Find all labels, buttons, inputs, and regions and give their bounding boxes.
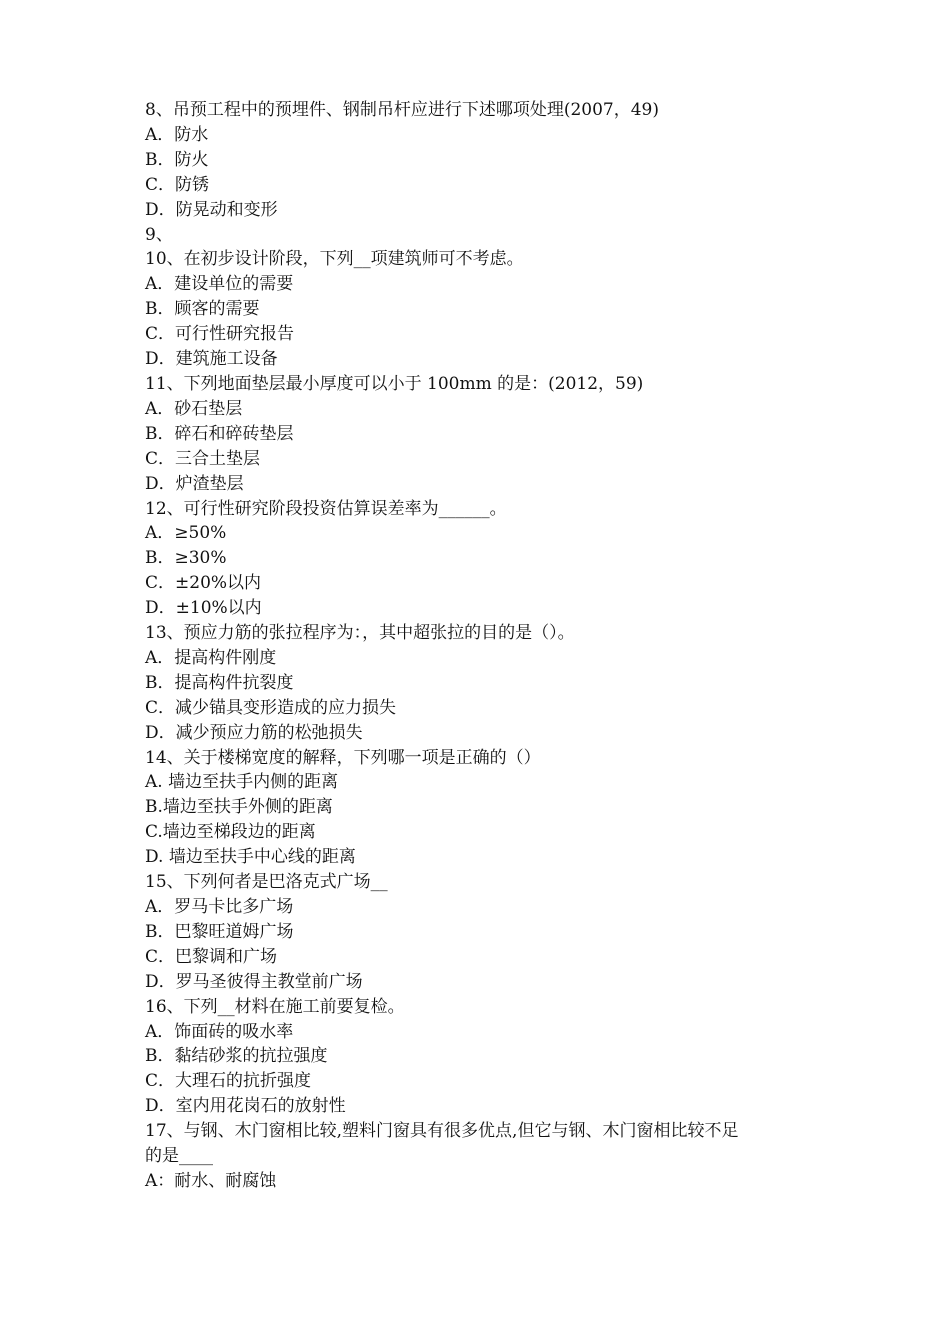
option-a: A．砂石垫层 [145,398,243,419]
option-d: D. 墙边至扶手中心线的距离 [145,847,356,868]
option-b: B．碎石和碎砖垫层 [145,423,294,444]
question-9-text: 9、 [145,224,173,245]
option-c: C．三合土垫层 [145,448,261,469]
option-d: D．建筑施工设备 [145,349,278,370]
question-17-text: 17、与钢、木门窗相比较,塑料门窗具有很多优点,但它与钢、木门窗相比较不足 [145,1121,739,1142]
question-15-text: 15、下列何者是巴洛克式广场__ [145,872,388,893]
option-a: A．建设单位的需要 [145,274,294,295]
question-13-text: 13、预应力筋的张拉程序为：，其中超张拉的目的是（）。 [145,623,575,644]
question-10-text: 10、在初步设计阶段，下列__项建筑师可不考虑。 [145,249,524,270]
option-d: D．减少预应力筋的松弛损失 [145,722,363,743]
option-d: D．室内用花岗石的放射性 [145,1096,346,1117]
option-c: C．可行性研究报告 [145,324,295,345]
option-b: B．防火 [145,149,209,170]
option-b: B．黏结砂浆的抗拉强度 [145,1046,328,1067]
question-14-text: 14、关于楼梯宽度的解释，下列哪一项是正确的（） [145,747,541,768]
option-d: D．±10%以内 [145,598,262,619]
question-list [145,98,815,1194]
option-a: A．防水 [145,124,209,145]
question-12-text: 12、可行性研究阶段投资估算误差率为______。 [145,498,507,519]
option-c: C．防锈 [145,174,210,195]
option-a: A：耐水、耐腐蚀 [145,1170,277,1191]
question-16-text: 16、下列__材料在施工前要复检。 [145,996,405,1017]
option-c: C．±20%以内 [145,573,262,594]
option-a: A．饰面砖的吸水率 [145,1021,294,1042]
option-c: C．大理石的抗折强度 [145,1071,312,1092]
option-c: C．巴黎调和广场 [145,946,278,967]
option-b: B．提高构件抗裂度 [145,672,294,693]
question-11-text: 11、下列地面垫层最小厚度可以小于 100mm 的是：(2012，59) [145,373,644,394]
option-c: C.墙边至梯段边的距离 [145,822,316,843]
option-b: B．巴黎旺道姆广场 [145,921,294,942]
option-d: D．防晃动和变形 [145,199,278,220]
option-a: A．提高构件刚度 [145,647,277,668]
question-17-text-continued: 的是____ [145,1146,213,1167]
option-c: C．减少锚具变形造成的应力损失 [145,697,397,718]
option-a: A. 墙边至扶手内侧的距离 [145,772,339,793]
option-a: A．≥50% [145,523,227,544]
question-8-text: 8、吊预工程中的预埋件、钢制吊杆应进行下述哪项处理(2007，49) [145,100,659,120]
option-a: A．罗马卡比多广场 [145,897,294,917]
option-b: B．≥30% [145,548,227,569]
option-d: D．罗马圣彼得主教堂前广场 [145,971,363,992]
option-b: B．顾客的需要 [145,299,260,320]
option-b: B.墙边至扶手外侧的距离 [145,797,333,818]
option-d: D．炉渣垫层 [145,473,244,494]
